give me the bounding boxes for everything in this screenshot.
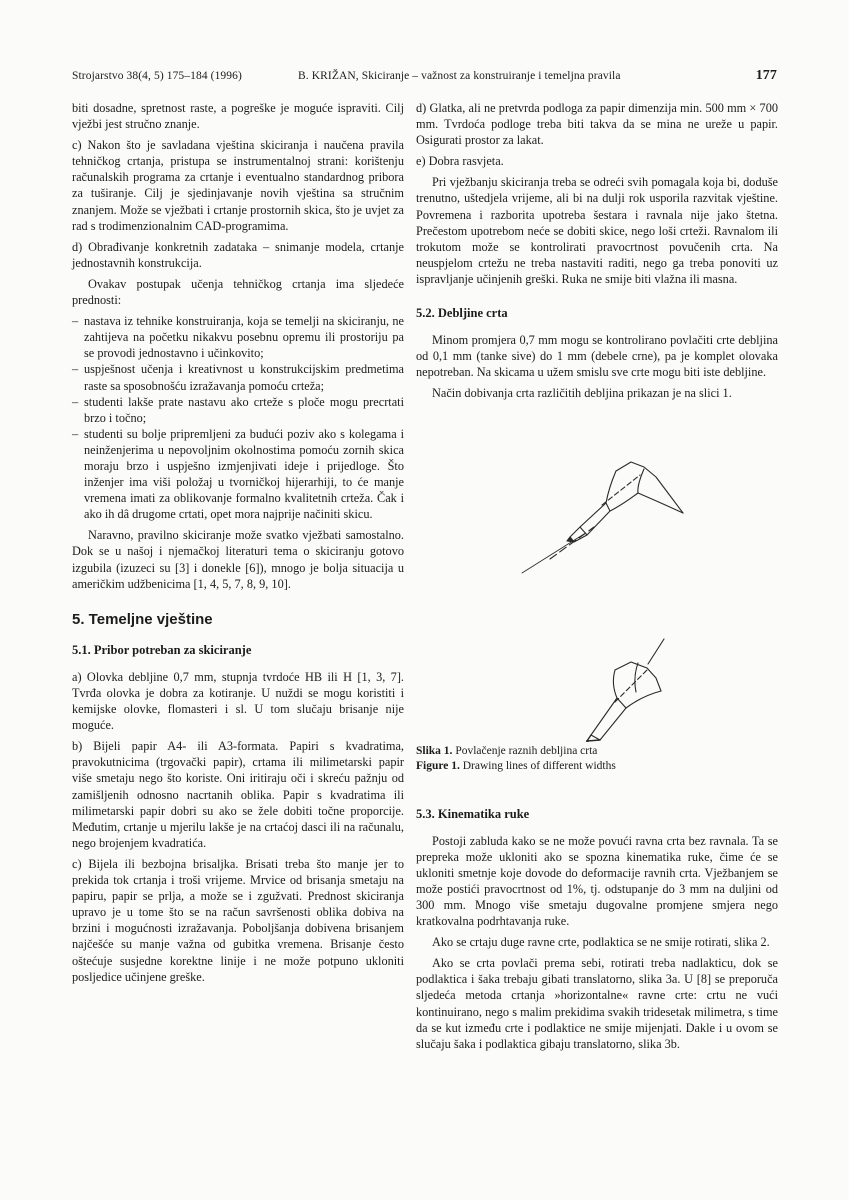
figure-caption <box>416 744 778 774</box>
paragraph: Način dobivanja crta različitih debljina prikazan je na slici 1. <box>432 386 732 401</box>
paragraph: b) Bijeli papir A4- ili A3-formata. Papiri s kvadratima, pravokutnicima (trgovački papir), crtama ili milimetarski papir više smetaju nego što koriste. Oni iritiraju oči i skreću pažnju od zamišljenih odnosno nacrtanih oblika. Papir s kvadratima ili milimetarski papir dobri su ako se žele dobiti točne proporcije. Međutim, crtanje u mjerilu lakše je na crtaćoj dasci ili na računalu, nego brojenjem kvadratića. <box>72 739 404 850</box>
list-item: – studenti lakše prate nastavu ako crteže s ploče mogu precrtati brzo i točno; <box>72 394 404 426</box>
pencil-thin-line-icon <box>522 462 683 573</box>
page-number: 177 <box>755 68 777 83</box>
caption-croatian <box>416 744 778 759</box>
paragraph: Postoji zabluda kako se ne može povući ravna crta bez ravnala. Ta se prepreka može ukloniti ako se spozna kinematika ruke, čime će se ukloniti smetnje koje dovode do deformacije ravnih crta. Vježbanjem se može postići pravocrtnost od 1%, tj. odstupanje do 3 mm na duljini od 300 mm. Mnogo više smetaju dugovalne promjene smjera nego kratkovalna podrhtavanja ruke. <box>416 833 778 929</box>
list-item: – studenti su bolje pripremljeni za budući poziv ako s kolegama i neinženjerima u nepovoljnim okolnostima pomoću zornih skica moraju brzo i uspješno izmjenjivati ideje i prijedloge. Što inženjer ima viši položaj u tvorničkoj hijerarhiji, to će manje vremena imati za oblikovanje formalno kvalitetnih crteža. Čak i ako ih dâ drugome crtati, opet mora najprije načiniti skicu. <box>72 426 404 523</box>
pencil-wide-line-icon <box>587 639 664 742</box>
paragraph: biti dosadne, spretnost raste, a pogreške je moguće ispraviti. Cilj vježbi jest stručno znanje. <box>72 101 404 132</box>
paragraph: a) Olovka debljine 0,7 mm, stupnja tvrdoće HB ili H [1, 3, 7]. Tvrđa olovka je dobra za kotiranje. U nuždi se mogu koristiti i kemijske olovke, flomasteri i sl. U tom slučaju brisanje nije moguće. <box>72 669 404 733</box>
caption-text: Povlačenje raznih debljina crta <box>455 744 598 757</box>
journal-citation: Strojarstvo 38(4, 5) 175–184 (1996) <box>72 70 242 82</box>
paragraph: e) Dobra rasvjeta. <box>416 154 504 169</box>
paragraph: d) Glatka, ali ne pretvrda podloga za papir dimenzija min. 500 mm × 700 mm. Tvrdoća podloge treba biti takva da se mina ne ureže u papir. Osigurati prostor za lakat. <box>416 101 778 148</box>
right-column <box>416 100 778 1057</box>
paragraph: Ovakav postupak učenja tehničkog crtanja ima sljedeće prednosti: <box>72 276 404 308</box>
section-heading: 5. Temeljne vještine <box>72 610 213 628</box>
paragraph: Naravno, pravilno skiciranje može svatko vježbati samostalno. Dok se u našoj i njemačkoj literaturi tema o skiciranju gotovo izgubila (izuzeci su [3] i donekle [6]), mnogo je bolja situacija u američkim udžbenicima [1, 4, 5, 7, 8, 9, 10]. <box>72 528 404 591</box>
paragraph: c) Nakon što je savladana vještina skiciranja i naučena pravila tehničkog crtanja, pristupa se instrumentalnoj strani: korištenju računalskih programa za crtanje i eventualno standardnog pribora za tuširanje. Cilj je sjedinjavanje novih vještina sa stručnim znanjem. Može se vježbati i crtanje prostornih skica, što je uvjet za rad s trodimenzionalnim CAD-programima. <box>72 138 404 233</box>
paragraph: c) Bijela ili bezbojna brisaljka. Brisati treba što manje jer to prekida tok crtanja i troši vrijeme. Mrvice od brisanja smetaju na papiru, papir se prlja, a može se i zgužvati. Prednost skiciranja upravo je u tome što se na račun savršenosti oblika dobiva na brzini i mogućnosti izražavanja. Poboljšanja dobivena brisanjem najčešće su manje važna od gubitka vremena. Brisanje često oštećuje susjedne korektne linije i ne može potpuno ukloniti posljedice učinjene greške. <box>72 856 404 984</box>
caption-label: Figure 1. <box>416 759 460 772</box>
advantages-list <box>72 313 404 522</box>
paragraph: Ako se crta povlači prema sebi, rotirati treba nadlakticu, dok se podlaktica i šaka trebaju gibati translatorno, slika 3a. U [8] se preporuča sljedeća metoda crtanja »horizontalne« ravne crte: crtu ne vući kontinuirano, nego s malim prekidima svakih tridesetak milimetra, s time da se kut između crte i podlaktice ne smije mijenjati. Dakle i u ovom se slučaju šaka i podlaktica gibaju translatorno, slika 3b. <box>416 956 778 1051</box>
subsection-heading: 5.2. Debljine crta <box>416 306 508 321</box>
list-item: – uspješnost učenja i kreativnost u konstrukcijskim predmetima raste sa sposobnošću izražavanja pomoću crteža; <box>72 361 404 393</box>
paragraph: Ako se crtaju duge ravne crte, podlaktica se ne smije rotirati, slika 2. <box>432 935 770 950</box>
subsection-heading: 5.1. Pribor potreban za skiciranje <box>72 642 252 657</box>
pencil-drawing-illustration <box>416 407 778 742</box>
article-running-title: B. KRIŽAN, Skiciranje – važnost za konstruiranje i temeljna pravila <box>298 70 621 82</box>
subsection-heading: 5.3. Kinematika ruke <box>416 806 530 821</box>
list-item: – nastava iz tehnike konstruiranja, koja se temelji na skiciranju, ne zahtijeva na početku nikakvu posebnu opremu ili prostoriju pa se provodi jednostavno i učinkovito; <box>72 313 404 361</box>
paragraph: Pri vježbanju skiciranja treba se odreći svih pomagala koja bi, doduše trenutno, uštedjela vrijeme, ali bi na dulji rok usporila razvitak vještine. Povremena i razborita upotreba šestara i ravnala nije jako štetna. Prečestom upotrebom neće se dobiti skice, nego loši crteži. Ravnalom ili trokutom može se kontrolirati pravocrtnost povučenih crta. Na neuspjelom crtežu ne treba nastaviti raditi, nego ga treba ponoviti uz ispravljanje učinjenih greški. Ruka ne smije biti vlažna ili masna. <box>416 175 778 286</box>
caption-text: Drawing lines of different widths <box>462 759 616 772</box>
caption-label: Slika 1. <box>416 744 453 757</box>
paragraph: Minom promjera 0,7 mm mogu se kontrolirano povlačiti crte debljina od 0,1 mm (tanke sive) do 1 mm (debele crne), pa je komplet olovaka nepotreban. Na skicama u užem smislu sve crte mogu biti iste debljine. <box>416 333 778 380</box>
paragraph: d) Obrađivanje konkretnih zadataka – snimanje modela, crtanje jednostavnih konstrukcija. <box>72 239 404 270</box>
figure-1 <box>416 407 778 742</box>
left-column <box>72 100 404 990</box>
caption-english <box>416 759 778 774</box>
